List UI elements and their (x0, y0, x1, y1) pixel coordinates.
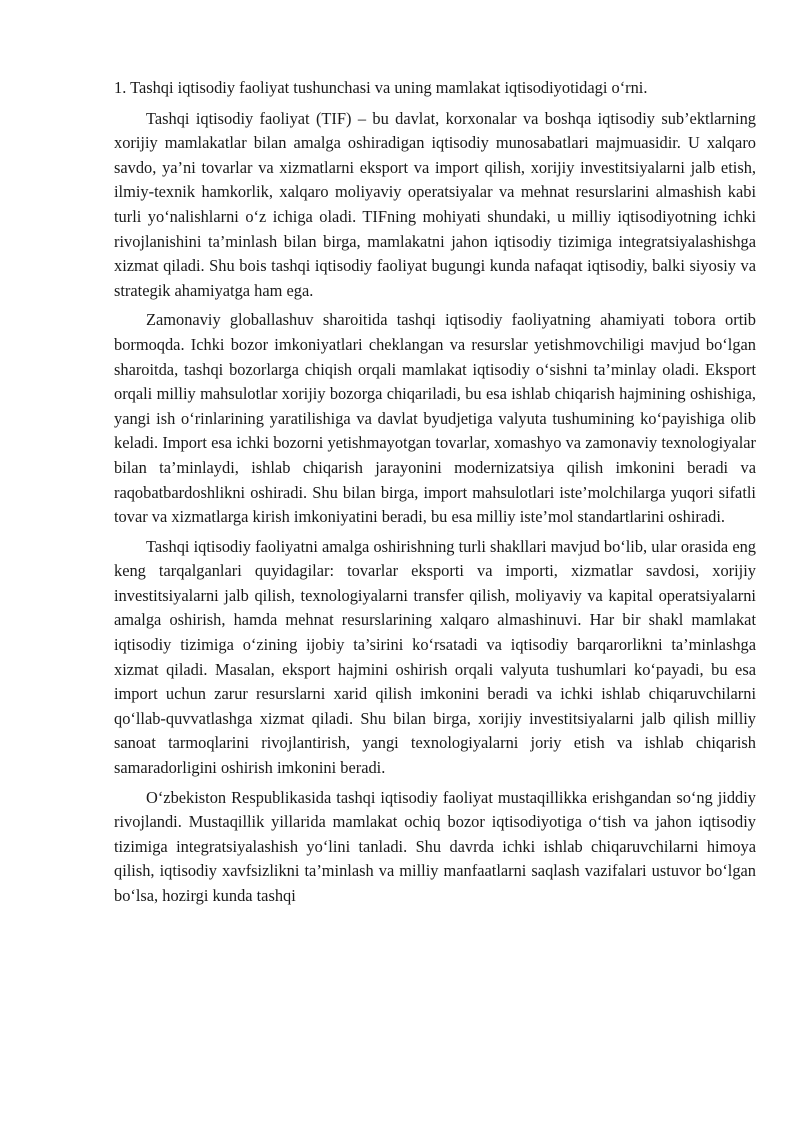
paragraph-tif-definition: Tashqi iqtisodiy faoliyat (TIF) – bu davlat, korxonalar va boshqa iqtisodiy sub’ektlarning xorijiy mamlakatlar bilan amalga oshiradigan iqtisodiy munosabatlari majmuasidir. U xalqaro savdo, ya’ni tovarlar va xizmatlarni eksport va import qilish, xorijiy investitsiyalarni jalb etish, ilmiy-texnik hamkorlik, xalqaro moliyaviy operatsiyalar va mehnat resurslarini almashish kabi turli yo‘nalishlarni o‘z ichiga oladi. TIFning mohiyati shundaki, u milliy iqtisodiyotning ichki rivojlanishini ta’minlash bilan birga, mamlakatni jahon iqtisodiy tizimiga integratsiyalashishga xizmat qiladi. Shu bois tashqi iqtisodiy faoliyat bugungi kunda nafaqat iqtisodiy, balki siyosiy va strategik ahamiyatga ham ega. (114, 108, 756, 300)
paragraph-tif-forms: Tashqi iqtisodiy faoliyatni amalga oshirishning turli shakllari mavjud bo‘lib, ular orasida eng keng tarqalganlari quyidagilar: tovarlar eksporti va importi, xizmatlar savdosi, xorijiy investitsiyalarni jalb qilish, texnologiyalarni transfer qilish, moliyaviy va kapital operatsiyalarni amalga oshirish, hamda mehnat resurslarining xalqaro almashinuvi. Har bir shakl mamlakat iqtisodiy tizimiga o‘zining ijobiy ta’sirini ko‘rsatadi va iqtisodiy barqarorlikni ta’minlashga xizmat qiladi. Masalan, eksport hajmini oshirish orqali valyuta tushumlari ko‘payadi, bu esa import uchun zarur resurslarni xarid qilish imkonini beradi va ichki ishlab chiqaruvchilarni qo‘llab-quvvatlashga xizmat qiladi. Shu bilan birga, xorijiy investitsiyalarni jalb qilish milliy sanoat tarmoqlarini rivojlantirish, yangi texnologiyalarni joriy etish va ishlab chiqarish samaradorligini oshirish imkonini beradi. (114, 536, 756, 778)
document-page (114, 76, 756, 914)
paragraph-uzbekistan: O‘zbekiston Respublikasida tashqi iqtisodiy faoliyat mustaqillikka erishgandan so‘ng jiddiy rivojlandi. Mustaqillik yillarida mamlakat ochiq bozor iqtisodiyotiga o‘tish va jahon iqtisodiy tizimiga integratsiyalashish yo‘lini tanladi. Shu davrda ichki ishlab chiqaruvchilarni himoya qilish, iqtisodiy xavfsizlikni ta’minlash va milliy manfaatlarni saqlash vazifalari ustuvor bo‘lgan bo‘lsa, hozirgi kunda tashqi (114, 787, 756, 905)
section-heading: 1. Tashqi iqtisodiy faoliyat tushunchasi va uning mamlakat iqtisodiyotidagi o‘rni. (114, 78, 648, 97)
paragraph-globalization: Zamonaviy globallashuv sharoitida tashqi iqtisodiy faoliyatning ahamiyati tobora ortib bormoqda. Ichki bozor imkoniyatlari cheklangan va resurslar yetishmovchiligi mavjud bo‘lgan sharoitda, tashqi bozorlarga chiqish orqali mamlakat iqtisodiy o‘sishni ta’minlay oladi. Eksport orqali milliy mahsulotlar xorijiy bozorga chiqariladi, bu esa ishlab chiqarish hajmining oshishiga, yangi ish o‘rinlarining yaratilishiga va davlat byudjetiga valyuta tushumining ko‘payishiga olib keladi. Import esa ichki bozorni yetishmayotgan tovarlar, xomashyo va zamonaviy texnologiyalar bilan ta’minlaydi, ishlab chiqarish jarayonini modernizatsiya qilish imkonini beradi va raqobatbardoshlikni oshiradi. Shu bilan birga, import mahsulotlari iste’molchilarga yuqori sifatli tovar va xizmatlarga kirish imkoniyatini beradi, bu esa milliy iste’mol standartlarini oshiradi. (114, 310, 756, 527)
